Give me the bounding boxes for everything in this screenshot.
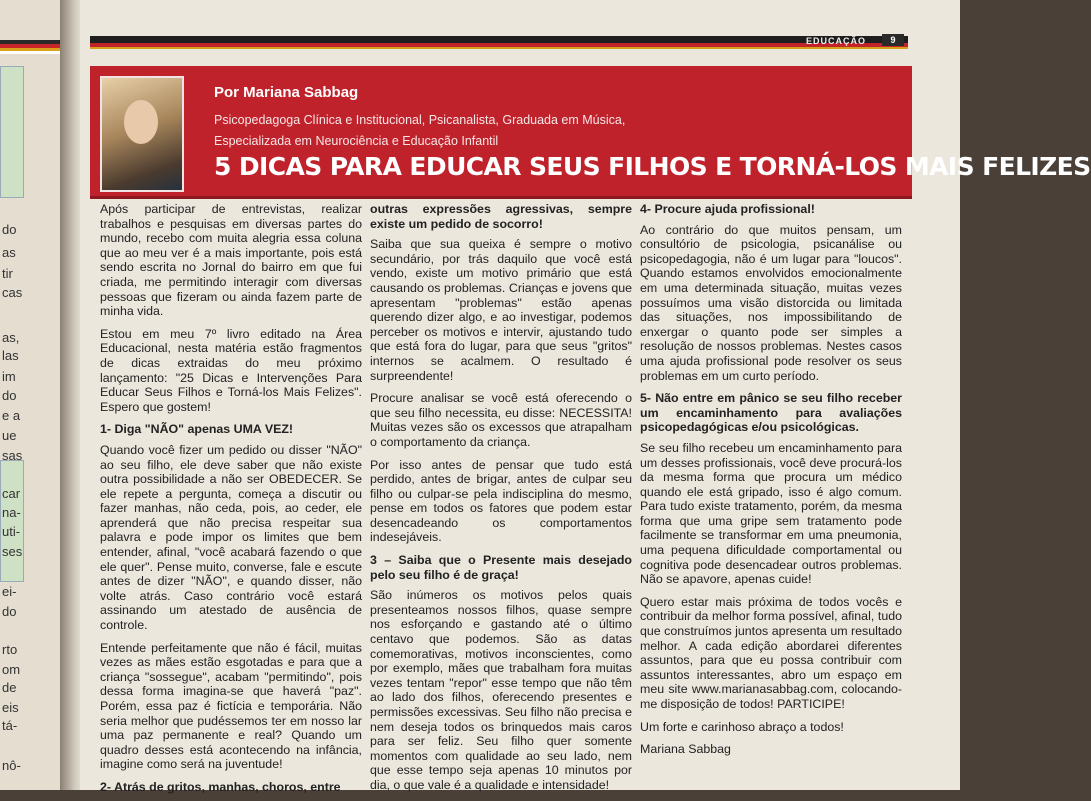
previous-page-fragment: as	[2, 245, 16, 260]
previous-page-fragment: do	[2, 388, 17, 403]
previous-page-fragment: cas	[2, 285, 23, 300]
previous-page-fragment: e a	[2, 408, 21, 423]
previous-page-header-bar	[0, 40, 62, 54]
previous-page-fragment: ue	[2, 428, 17, 443]
previous-page-fragment: do	[2, 222, 17, 237]
previous-page-edge	[0, 0, 62, 790]
author-bio-line: Especializada em Neurociência e Educação Infantil	[214, 134, 499, 148]
author-photo	[100, 76, 184, 192]
previous-page-fragment: ei-	[2, 584, 17, 599]
tip-heading: 2- Atrás de gritos, manhas, choros, entre	[100, 779, 341, 794]
signature: Mariana Sabbag	[640, 742, 731, 757]
magazine-page	[80, 0, 1091, 794]
previous-page-fragment: de	[2, 680, 17, 695]
tip-heading: outras expressões agressivas, sempre existe um pedido de socorro!	[370, 202, 632, 231]
previous-page-fragment: na-	[2, 505, 21, 520]
previous-page-fragment: tá-	[2, 718, 18, 733]
previous-page-fragment: as,	[2, 330, 20, 345]
paragraph: Após participar de entrevistas, realizar trabalhos e pesquisas em diversas partes do mundo, recebo com muita alegria essa coluna que ao meu ver é a mais importante, pois está sendo escrita no Jornal do bairro em que fui criada, me permitindo interagir com diversas pessoas que fizeram ou ainda fazem parte de minha vida.	[100, 202, 362, 319]
author-name: Por Mariana Sabbag	[214, 84, 359, 101]
paragraph: Se seu filho recebeu um encaminhamento para um desses profissionais, você deve procurá-los da mesma forma que procura um médico quando ele está gripado, isso é algo comum. Para tudo existe tratamento, porém, da mesma forma que uma gripe sem tratamento pode facilmente se transformar em uma pneumonia, uma pequena dificuldade comportamental ou cognitiva pode desencadear outros problemas. Não se apavore, apenas cuide!	[640, 440, 902, 587]
closing-line: Um forte e carinhoso abraço a todos!	[640, 719, 844, 734]
tip-heading: 1- Diga "NÃO" apenas UMA VEZ!	[100, 422, 294, 437]
page-number: 9	[882, 34, 904, 46]
author-bio	[214, 110, 904, 152]
previous-page-green-box	[0, 66, 24, 198]
previous-page-fragment: do	[2, 604, 17, 619]
paragraph: São inúmeros os motivos pelos quais presenteamos nossos filhos, quase sempre nos esforçando e gastando até o último centavo que podemos. São as datas comemorativas, motivos inconscientes, como por exemplo, mães que trabalham fora muitas vezes tentam "repor" esse tempo que não têm ao lado dos filhos, oferecendo presentes e permissões excessivas. Seu filho não precisa e nem deseja todos os brinquedos mais caros para ser feliz. Seu filho quer somente momentos com qualidade ao seu lado, nem que esse tempo seja apenas 10 minutos por dia, o que vale é a qualidade e intensidade!	[370, 588, 632, 792]
previous-page-green-box	[0, 460, 24, 582]
article-column-2	[370, 202, 632, 801]
header-stripe	[90, 36, 908, 52]
tip-heading: 4- Procure ajuda profissional!	[640, 202, 815, 216]
previous-page-fragment: nô-	[2, 758, 21, 773]
paragraph: Saiba que sua queixa é sempre o motivo secundário, por trás daquilo que você está vendo, existe um motivo primário que está causando os problemas. Crianças e jovens que apresentam "problemas" estão apenas querendo dizer algo, e ao investigar, podemos perceber os motivos e intervir, ajustando tudo que está fora do lugar, para que seus "gritos" internos se acalmem. O resultado é surpreendente!	[370, 237, 632, 383]
previous-page-fragment: tir	[2, 266, 13, 281]
paragraph: Quero estar mais próxima de todos vocês e contribuir da melhor forma possível, afinal, tudo que construímos juntos apresenta um resultado melhor. A cada edição abordarei diferentes assuntos, para que eu possa contribuir com assuntos interessantes, abro um espaço em meu site www.marianasabbag.com, colocando-me disposição de todos! PARTICIPE!	[640, 594, 902, 711]
previous-page-fragment: uti-	[2, 524, 21, 539]
paragraph: Estou em meu 7º livro editado na Área Educacional, nesta matéria estão fragmentos de dicas extraidas do meu próximo lançamento: "25 Dicas e Intervenções Para Educar Seus Filhos e Torná-los Mais Felizes". Espero que gostem!	[100, 326, 362, 414]
article-column-3	[640, 202, 902, 765]
previous-page-fragment: im	[2, 369, 16, 384]
author-bio-line: Psicopedagoga Clínica e Institucional, Psicanalista, Graduada em Música,	[214, 113, 626, 127]
paragraph: Entende perfeitamente que não é fácil, muitas vezes as mães estão esgotadas e para que a criança "sossegue", acabam "permitindo", pois dessa forma imagina-se que haverá "paz". Porém, essa paz é fictícia e temporária. Não seria melhor que pudéssemos ter em nosso lar uma paz permanente e real? Quando um quadro desses está acontecendo na infância, imagine como será na juventude!	[100, 640, 362, 772]
paragraph: Procure analisar se você está oferecendo o que seu filho necessita, eu disse: NECESSITA! Muitas vezes são os excessos que atrapalham o comportamento da criança.	[370, 391, 632, 449]
paragraph: Quando você fizer um pedido ou disser "NÃO" ao seu filho, ele deve saber que não existe outra possibilidade a não ser OBEDECER. Se ele repete a pergunta, começa a discutir ou fazer manhas, não ceda, pois, ao ceder, ele aprenderá que não precisa respeitar sua palavra e pode impor os limites que bem entender, afinal, "você acabará fazendo o que ele quer". Pense muito, converse, fale e escute antes de dizer "NÃO", e quando disser, não volte atrás. Caso contrário você estará assinando um atestado de ausência de controle.	[100, 442, 362, 633]
previous-page-fragment: car	[2, 486, 21, 501]
tip-heading: 5- Não entre em pânico se seu filho receber um encaminhamento para avaliações psicopedagógicas e/ou psicológicas.	[640, 391, 902, 435]
paragraph: Ao contrário do que muitos pensam, um consultório de psicologia, psicanálise ou psicopedagogia, não é um lugar para "loucos". Quando estamos envolvidos emocionalmente em uma determinada situação, muitas vezes possuímos uma visão distorcida ou limitada das situações, nos impossibilitando de enxergar o quanto pode ser simples a resolução de nossos problemas. Nestes casos uma ajuda profissional pode resolver os seus problemas em um curto período.	[640, 222, 902, 383]
previous-page-fragment: ses	[2, 544, 23, 559]
paragraph: Por isso antes de pensar que tudo está perdido, antes de brigar, antes de culpar seu filho ou culpar-se pela indisciplina do mesmo, pense em todos os fatores que podem estar desencadeando os comportamentos indesejáveis.	[370, 457, 632, 545]
article-headline: 5 DICAS PARA EDUCAR SEUS FILHOS E TORNÁ-LOS MAIS FELIZES	[214, 152, 1091, 181]
tip-heading: 3 – Saiba que o Presente mais desejado pelo seu filho é de graça!	[370, 553, 632, 582]
title-banner	[90, 66, 1091, 199]
previous-page-fragment: rto	[2, 642, 18, 657]
previous-page-fragment: eis	[2, 700, 19, 715]
article-column-1	[100, 202, 362, 801]
previous-page-fragment: om	[2, 662, 21, 677]
previous-page-fragment: sas	[2, 448, 23, 463]
section-label: EDUCAÇÃO	[806, 36, 867, 46]
previous-page-fragment: las	[2, 348, 19, 363]
